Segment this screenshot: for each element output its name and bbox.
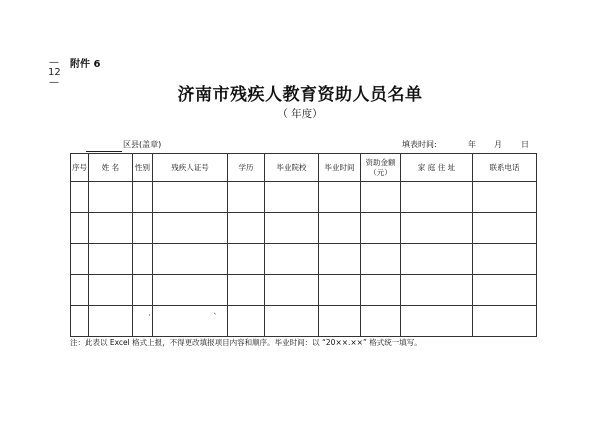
table-cell[interactable] <box>89 244 133 275</box>
footnote: 注：此表以 Excel 格式上报，不得更改填报项目内容和顺序。毕业时间：以 “20××.××” 格式统一填写。 <box>70 338 422 347</box>
fill-year-label: 年 <box>468 140 476 149</box>
page-number-dash-top: — <box>49 57 59 68</box>
header-education: 学历 <box>228 154 265 182</box>
table-cell[interactable] <box>361 275 401 306</box>
page-number-value: 12 <box>48 67 61 78</box>
table-cell[interactable] <box>361 213 401 244</box>
table-cell[interactable] <box>228 182 265 213</box>
table-cell[interactable] <box>265 244 319 275</box>
table-cell[interactable] <box>153 182 228 213</box>
roster-table <box>70 153 537 337</box>
header-gender: 性别 <box>133 154 153 182</box>
fill-time-label: 填表时间: <box>402 140 437 149</box>
table-cell[interactable] <box>89 275 133 306</box>
year-subtitle: （ 年度） <box>277 108 323 120</box>
table-cell[interactable] <box>473 275 537 306</box>
header-phone: 联系电话 <box>473 154 537 182</box>
table-cell[interactable] <box>89 213 133 244</box>
attachment-label: 附件 6 <box>70 59 101 70</box>
table-cell[interactable] <box>89 306 133 337</box>
table-cell[interactable] <box>401 213 473 244</box>
table-cell[interactable] <box>473 306 537 337</box>
table-cell[interactable] <box>228 275 265 306</box>
table-cell[interactable] <box>89 182 133 213</box>
table-row <box>71 213 537 244</box>
table-cell[interactable] <box>361 306 401 337</box>
table-cell[interactable] <box>473 182 537 213</box>
table-cell[interactable] <box>265 306 319 337</box>
header-school: 毕业院校 <box>265 154 319 182</box>
table-cell[interactable] <box>401 182 473 213</box>
county-blank-line <box>86 151 122 152</box>
table-cell[interactable] <box>228 244 265 275</box>
table-cell[interactable] <box>71 306 89 337</box>
table-row <box>71 306 537 337</box>
fill-month-label: 月 <box>494 140 502 149</box>
table-cell[interactable] <box>319 306 361 337</box>
table-cell[interactable] <box>228 213 265 244</box>
table-cell[interactable] <box>319 213 361 244</box>
table-cell[interactable] <box>319 244 361 275</box>
table-cell[interactable] <box>361 182 401 213</box>
table-cell[interactable] <box>361 244 401 275</box>
table-cell[interactable] <box>473 244 537 275</box>
table-cell[interactable] <box>319 275 361 306</box>
table-cell[interactable] <box>133 275 153 306</box>
table-cell[interactable] <box>71 213 89 244</box>
header-seq: 序号 <box>71 154 89 182</box>
table-header-row <box>71 154 537 182</box>
table-cell[interactable] <box>401 244 473 275</box>
table-cell[interactable] <box>133 182 153 213</box>
fill-day-label: 日 <box>521 140 529 149</box>
table-row <box>71 244 537 275</box>
stray-mark: ` <box>213 313 218 323</box>
table-cell[interactable] <box>401 306 473 337</box>
table-cell[interactable] <box>265 182 319 213</box>
table-cell[interactable] <box>265 213 319 244</box>
header-address: 家 庭 住 址 <box>401 154 473 182</box>
table-cell[interactable] <box>153 213 228 244</box>
page-title: 济南市残疾人教育资助人员名单 <box>177 85 423 105</box>
table-row <box>71 182 537 213</box>
stray-mark: · <box>148 311 151 321</box>
header-name: 姓 名 <box>89 154 133 182</box>
table-cell[interactable] <box>401 275 473 306</box>
header-disability-id: 残疾人证号 <box>153 154 228 182</box>
table-cell[interactable] <box>71 182 89 213</box>
table-cell[interactable] <box>71 244 89 275</box>
page-number-dash-bottom: — <box>49 77 59 88</box>
table-cell[interactable] <box>473 213 537 244</box>
table-cell[interactable] <box>133 244 153 275</box>
header-amount: 资助金额（元） <box>361 154 401 182</box>
table-cell[interactable] <box>228 306 265 337</box>
table-cell[interactable] <box>319 182 361 213</box>
table-cell[interactable] <box>133 213 153 244</box>
table-row <box>71 275 537 306</box>
table-cell[interactable] <box>265 275 319 306</box>
table-cell[interactable] <box>153 244 228 275</box>
table-cell[interactable] <box>153 275 228 306</box>
table-cell[interactable] <box>71 275 89 306</box>
county-label: 区县(盖章) <box>123 140 162 149</box>
header-grad-time: 毕业时间 <box>319 154 361 182</box>
